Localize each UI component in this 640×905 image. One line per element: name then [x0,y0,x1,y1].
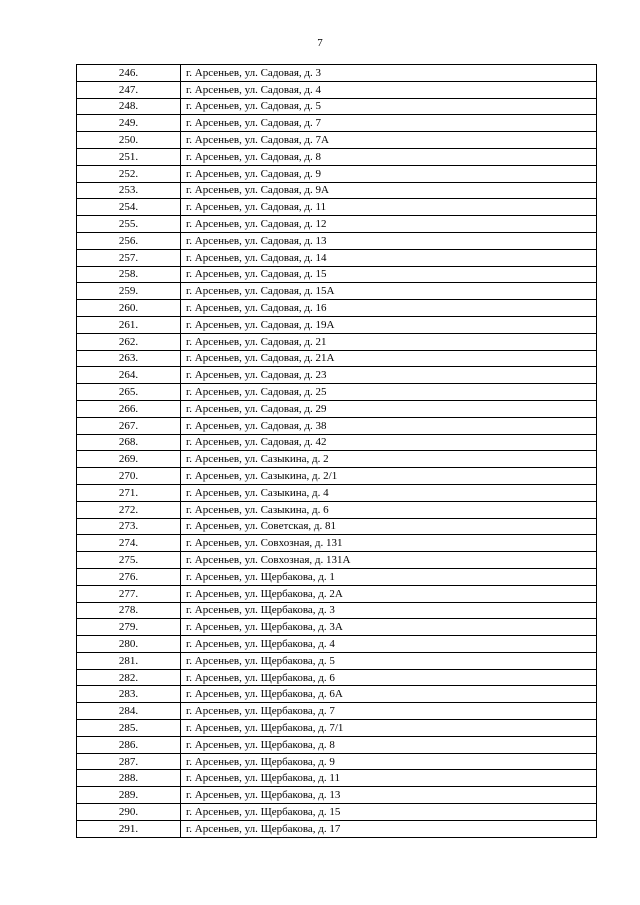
row-number: 256. [77,232,181,249]
row-number: 248. [77,98,181,115]
table-row [77,199,597,216]
row-address: г. Арсеньев, ул. Щербакова, д. 3А [181,619,597,636]
row-address: г. Арсеньев, ул. Щербакова, д. 3 [181,602,597,619]
table-row [77,753,597,770]
row-address: г. Арсеньев, ул. Сазыкина, д. 2 [181,451,597,468]
address-table-body [77,65,597,838]
table-row [77,266,597,283]
table-row [77,518,597,535]
row-number: 290. [77,804,181,821]
table-row [77,468,597,485]
row-address: г. Арсеньев, ул. Щербакова, д. 2А [181,585,597,602]
row-address: г. Арсеньев, ул. Щербакова, д. 17 [181,820,597,837]
row-number: 272. [77,501,181,518]
table-row [77,333,597,350]
row-address: г. Арсеньев, ул. Сазыкина, д. 4 [181,484,597,501]
row-number: 259. [77,283,181,300]
row-number: 260. [77,300,181,317]
table-row [77,652,597,669]
table-row [77,283,597,300]
row-address: г. Арсеньев, ул. Совхозная, д. 131А [181,552,597,569]
row-address: г. Арсеньев, ул. Садовая, д. 25 [181,384,597,401]
table-row [77,98,597,115]
table-row [77,182,597,199]
row-number: 271. [77,484,181,501]
row-address: г. Арсеньев, ул. Садовая, д. 21А [181,350,597,367]
row-number: 282. [77,669,181,686]
row-address: г. Арсеньев, ул. Щербакова, д. 11 [181,770,597,787]
table-row [77,669,597,686]
table-row [77,249,597,266]
row-address: г. Арсеньев, ул. Садовая, д. 5 [181,98,597,115]
row-address: г. Арсеньев, ул. Сазыкина, д. 6 [181,501,597,518]
table-row [77,501,597,518]
row-number: 285. [77,720,181,737]
table-row [77,619,597,636]
table-row [77,787,597,804]
table-row [77,535,597,552]
table-row [77,400,597,417]
row-address: г. Арсеньев, ул. Садовая, д. 38 [181,417,597,434]
table-row [77,417,597,434]
row-number: 280. [77,636,181,653]
table-row [77,316,597,333]
table-row [77,350,597,367]
row-number: 291. [77,820,181,837]
row-address: г. Арсеньев, ул. Щербакова, д. 6А [181,686,597,703]
row-number: 273. [77,518,181,535]
row-number: 278. [77,602,181,619]
row-address: г. Арсеньев, ул. Советская, д. 81 [181,518,597,535]
row-number: 274. [77,535,181,552]
row-address: г. Арсеньев, ул. Щербакова, д. 1 [181,568,597,585]
table-row [77,820,597,837]
row-address: г. Арсеньев, ул. Щербакова, д. 6 [181,669,597,686]
row-number: 283. [77,686,181,703]
row-number: 255. [77,216,181,233]
table-row [77,115,597,132]
table-row [77,703,597,720]
table-row [77,602,597,619]
row-number: 251. [77,148,181,165]
row-number: 287. [77,753,181,770]
row-address: г. Арсеньев, ул. Садовая, д. 42 [181,434,597,451]
row-number: 270. [77,468,181,485]
row-number: 249. [77,115,181,132]
row-address: г. Арсеньев, ул. Щербакова, д. 15 [181,804,597,821]
row-number: 253. [77,182,181,199]
table-row [77,804,597,821]
row-address: г. Арсеньев, ул. Совхозная, д. 131 [181,535,597,552]
row-number: 268. [77,434,181,451]
table-row [77,736,597,753]
table-row [77,770,597,787]
row-number: 264. [77,367,181,384]
row-number: 281. [77,652,181,669]
row-address: г. Арсеньев, ул. Садовая, д. 23 [181,367,597,384]
row-address: г. Арсеньев, ул. Садовая, д. 19А [181,316,597,333]
row-address: г. Арсеньев, ул. Щербакова, д. 4 [181,636,597,653]
row-number: 269. [77,451,181,468]
row-number: 286. [77,736,181,753]
row-number: 252. [77,165,181,182]
row-number: 265. [77,384,181,401]
row-address: г. Арсеньев, ул. Садовая, д. 12 [181,216,597,233]
row-number: 247. [77,81,181,98]
row-number: 263. [77,350,181,367]
table-row [77,552,597,569]
row-address: г. Арсеньев, ул. Щербакова, д. 13 [181,787,597,804]
row-address: г. Арсеньев, ул. Садовая, д. 29 [181,400,597,417]
table-row [77,216,597,233]
row-address: г. Арсеньев, ул. Сазыкина, д. 2/1 [181,468,597,485]
row-number: 257. [77,249,181,266]
row-address: г. Арсеньев, ул. Садовая, д. 16 [181,300,597,317]
table-row [77,232,597,249]
row-address: г. Арсеньев, ул. Садовая, д. 7 [181,115,597,132]
row-address: г. Арсеньев, ул. Щербакова, д. 7/1 [181,720,597,737]
table-row [77,367,597,384]
row-address: г. Арсеньев, ул. Щербакова, д. 7 [181,703,597,720]
row-address: г. Арсеньев, ул. Садовая, д. 14 [181,249,597,266]
row-address: г. Арсеньев, ул. Садовая, д. 13 [181,232,597,249]
table-row [77,451,597,468]
table-row [77,132,597,149]
row-number: 262. [77,333,181,350]
table-row [77,484,597,501]
table-row [77,434,597,451]
row-number: 275. [77,552,181,569]
row-number: 261. [77,316,181,333]
row-number: 250. [77,132,181,149]
table-row [77,65,597,82]
row-address: г. Арсеньев, ул. Садовая, д. 15А [181,283,597,300]
row-number: 258. [77,266,181,283]
row-address: г. Арсеньев, ул. Щербакова, д. 9 [181,753,597,770]
page-number: 7 [317,37,323,49]
row-number: 284. [77,703,181,720]
row-number: 266. [77,400,181,417]
row-address: г. Арсеньев, ул. Садовая, д. 9 [181,165,597,182]
table-row [77,720,597,737]
table-row [77,148,597,165]
row-address: г. Арсеньев, ул. Садовая, д. 8 [181,148,597,165]
table-row [77,300,597,317]
row-number: 289. [77,787,181,804]
table-row [77,568,597,585]
row-number: 277. [77,585,181,602]
row-address: г. Арсеньев, ул. Садовая, д. 21 [181,333,597,350]
table-row [77,165,597,182]
table-row [77,636,597,653]
table-row [77,384,597,401]
row-address: г. Арсеньев, ул. Садовая, д. 11 [181,199,597,216]
row-address: г. Арсеньев, ул. Щербакова, д. 5 [181,652,597,669]
table-row [77,81,597,98]
row-number: 267. [77,417,181,434]
row-address: г. Арсеньев, ул. Садовая, д. 4 [181,81,597,98]
table-row [77,585,597,602]
row-address: г. Арсеньев, ул. Садовая, д. 3 [181,65,597,82]
row-number: 276. [77,568,181,585]
row-address: г. Арсеньев, ул. Садовая, д. 9А [181,182,597,199]
row-address: г. Арсеньев, ул. Садовая, д. 15 [181,266,597,283]
row-address: г. Арсеньев, ул. Садовая, д. 7А [181,132,597,149]
row-number: 246. [77,65,181,82]
address-table [76,64,597,838]
row-address: г. Арсеньев, ул. Щербакова, д. 8 [181,736,597,753]
row-number: 288. [77,770,181,787]
row-number: 279. [77,619,181,636]
table-row [77,686,597,703]
row-number: 254. [77,199,181,216]
